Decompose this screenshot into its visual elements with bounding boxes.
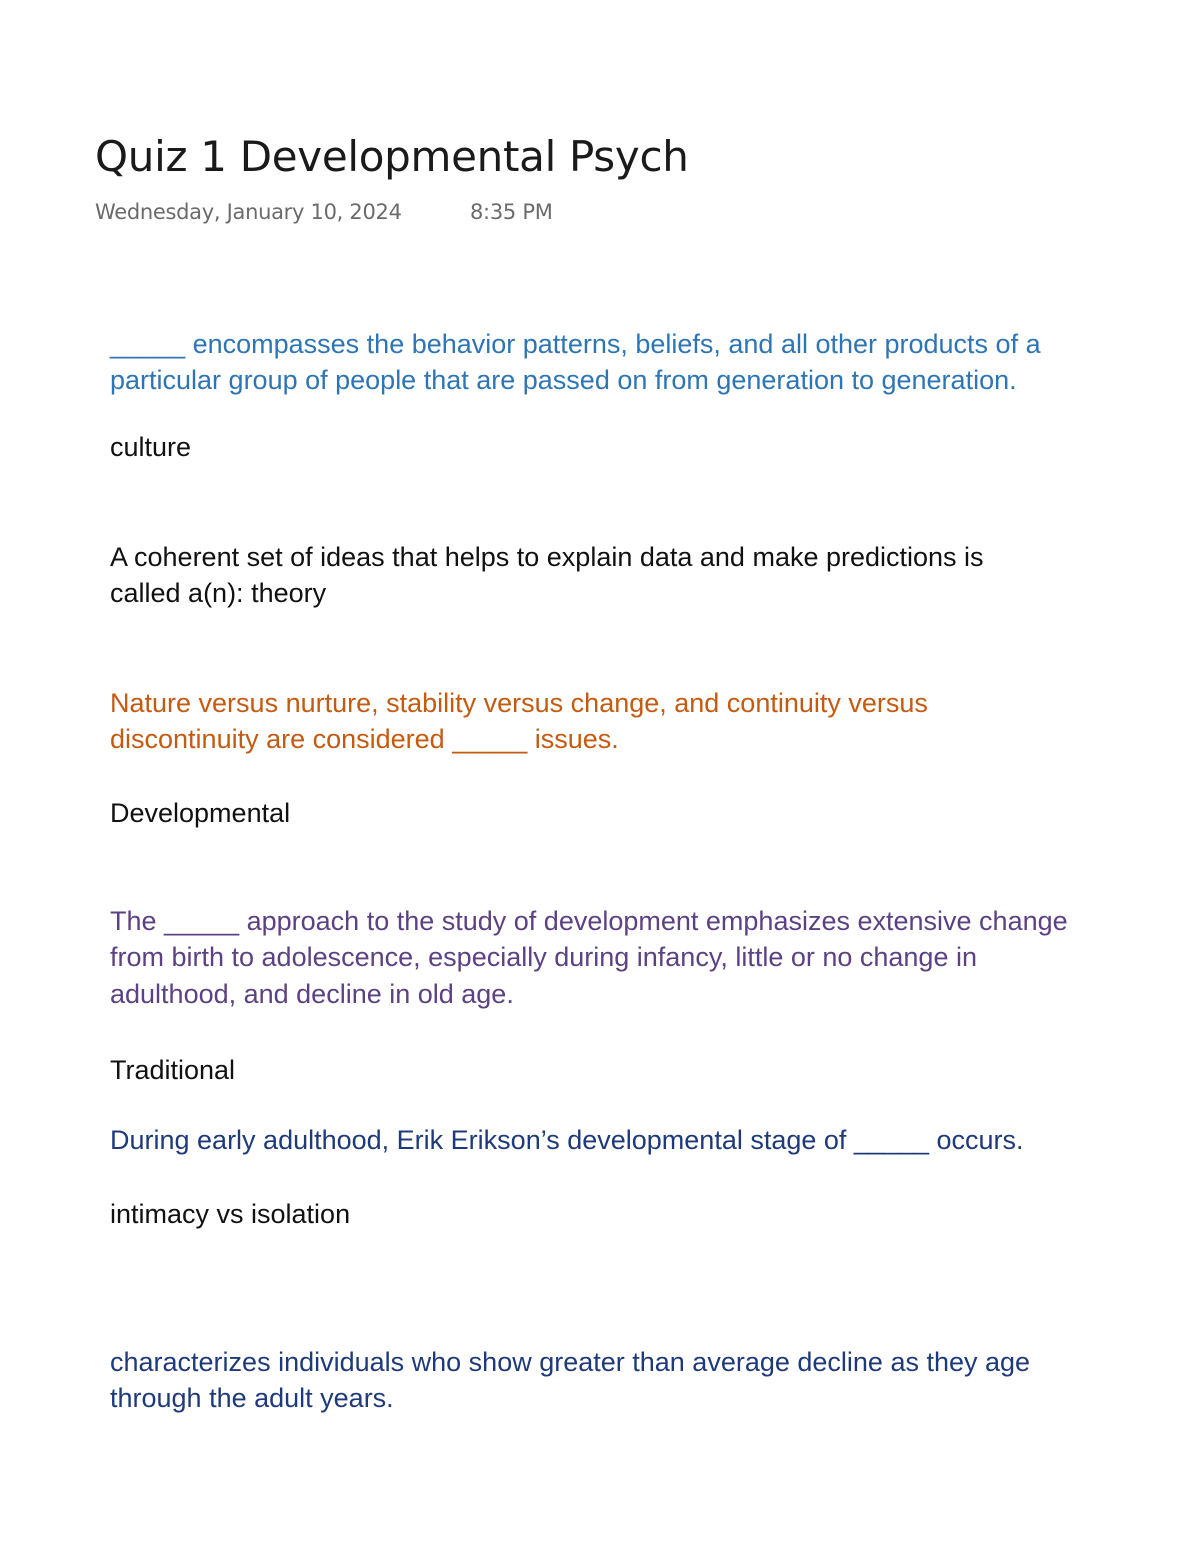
question-5-line-1: During early adulthood, Erik Erikson’s developmental stage of _____ occurs. <box>110 1125 1024 1155</box>
answer-1: culture <box>110 432 192 462</box>
question-6-line-1: characterizes individuals who show greater than average decline as they age <box>110 1347 1031 1377</box>
question-6 <box>110 1344 1200 1416</box>
question-1-line-1: _____ encompasses the behavior patterns, beliefs, and all other products of a <box>110 329 1041 359</box>
page-date: Wednesday, January 10, 2024 <box>95 200 402 224</box>
question-1 <box>110 326 1200 398</box>
question-2-line-2: called a(n): theory <box>110 578 327 608</box>
question-3 <box>110 685 1200 757</box>
question-2 <box>110 539 1200 611</box>
question-1-line-2: particular group of people that are passed on from generation to generation. <box>110 365 1017 395</box>
question-3-line-1: Nature versus nurture, stability versus change, and continuity versus <box>110 688 928 718</box>
page-title: Quiz 1 Developmental Psych <box>95 132 689 181</box>
page-time: 8:35 PM <box>470 200 553 224</box>
answer-4: Traditional <box>110 1055 236 1085</box>
question-4 <box>110 903 1200 1012</box>
answer-5: intimacy vs isolation <box>110 1199 351 1229</box>
question-5 <box>110 1122 1200 1158</box>
question-6-line-2: through the adult years. <box>110 1383 394 1413</box>
question-2-line-1: A coherent set of ideas that helps to explain data and make predictions is <box>110 542 984 572</box>
question-4-line-2: from birth to adolescence, especially during infancy, little or no change in <box>110 942 977 972</box>
question-3-line-2: discontinuity are considered _____ issues. <box>110 724 619 754</box>
question-4-line-1: The _____ approach to the study of development emphasizes extensive change <box>110 906 1068 936</box>
answer-3: Developmental <box>110 798 291 828</box>
question-4-line-3: adulthood, and decline in old age. <box>110 979 514 1009</box>
